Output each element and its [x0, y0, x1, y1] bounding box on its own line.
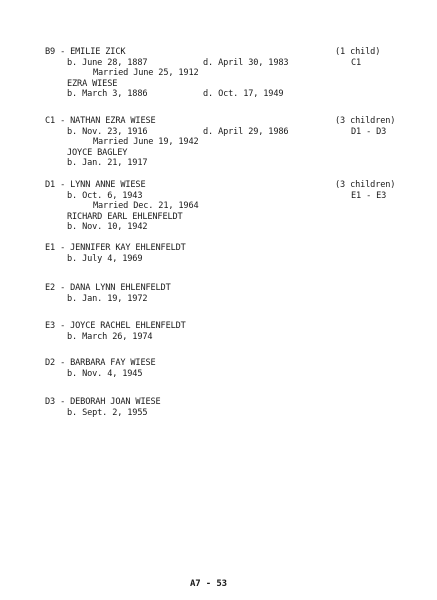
- entry-heading: B9 - EMILIE ZICK: [45, 47, 126, 57]
- entry-heading: D1 - LYNN ANNE WIESE: [45, 180, 146, 190]
- entry-d3: [45, 397, 415, 418]
- spouse-name: EZRA WIESE: [67, 78, 118, 89]
- spouse-name: JOYCE BAGLEY: [67, 147, 128, 158]
- birth-date: b. July 4, 1969: [67, 253, 143, 264]
- children-range: C1: [351, 57, 362, 68]
- entry-heading: C1 - NATHAN EZRA WIESE: [45, 116, 156, 126]
- spouse-birth-date: b. Jan. 21, 1917: [67, 158, 148, 168]
- birth-date: b. Nov. 4, 1945: [67, 368, 143, 379]
- birth-date: b. Oct. 6, 1943: [67, 190, 143, 201]
- death-date: d. April 30, 1983: [203, 57, 289, 68]
- birth-date: b. June 28, 1887: [67, 57, 148, 68]
- birth-date: b. March 26, 1974: [67, 331, 153, 342]
- children-count: (3 children): [335, 116, 396, 126]
- entry-d1: [45, 180, 415, 233]
- marriage-date: Married Dec. 21, 1964: [93, 201, 199, 211]
- entry-d2: [45, 358, 415, 379]
- marriage-date: Married June 25, 1912: [93, 68, 199, 78]
- page-number: A7 - 53: [190, 579, 227, 589]
- children-range: D1 - D3: [351, 126, 387, 137]
- spouse-birth-date: b. March 3, 1886: [67, 89, 148, 99]
- entry-e1: [45, 243, 415, 264]
- marriage-date: Married June 19, 1942: [93, 137, 199, 147]
- entry-heading: E2 - DANA LYNN EHLENFELDT: [45, 283, 171, 293]
- birth-date: b. Jan. 19, 1972: [67, 293, 148, 304]
- entry-e3: [45, 321, 415, 342]
- entry-c1: [45, 116, 415, 169]
- children-range: E1 - E3: [351, 190, 387, 201]
- entry-heading: D3 - DEBORAH JOAN WIESE: [45, 397, 161, 407]
- spouse-birth-date: b. Nov. 10, 1942: [67, 222, 148, 232]
- entry-b9: [45, 47, 415, 100]
- spouse-name: RICHARD EARL EHLENFELDT: [67, 211, 183, 222]
- birth-date: b. Nov. 23, 1916: [67, 126, 148, 137]
- spouse-death-date: d. Oct. 17, 1949: [203, 89, 284, 99]
- entry-heading: D2 - BARBARA FAY WIESE: [45, 358, 156, 368]
- entry-e2: [45, 283, 415, 304]
- entry-heading: E1 - JENNIFER KAY EHLENFELDT: [45, 243, 186, 253]
- birth-date: b. Sept. 2, 1955: [67, 407, 148, 418]
- death-date: d. April 29, 1986: [203, 126, 289, 137]
- entry-heading: E3 - JOYCE RACHEL EHLENFELDT: [45, 321, 186, 331]
- children-count: (3 children): [335, 180, 396, 190]
- children-count: (1 child): [335, 47, 381, 57]
